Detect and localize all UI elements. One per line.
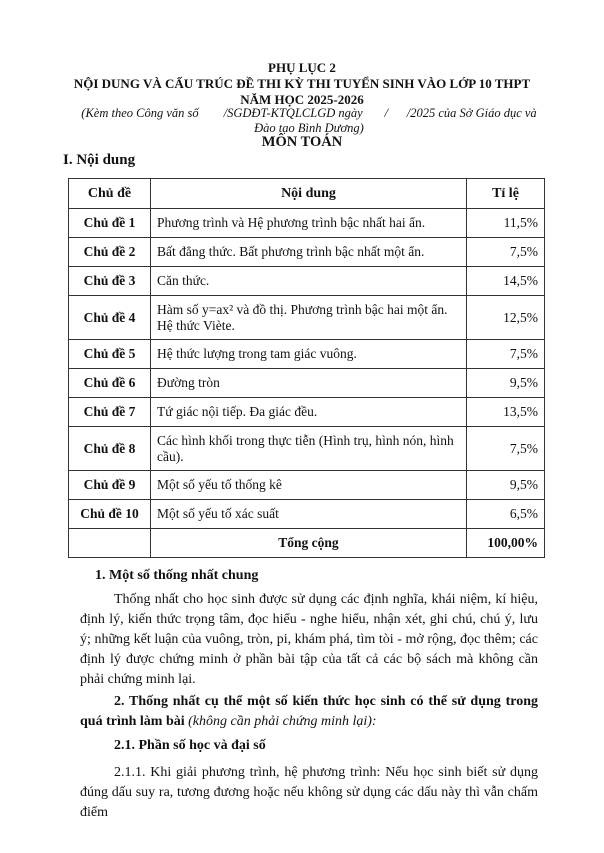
content-cell: Tứ giác nội tiếp. Đa giác đều.: [151, 398, 467, 427]
table-header-row: [69, 179, 545, 209]
topic-cell: Chủ đề 2: [69, 238, 151, 267]
subject-title: MÔN TOÁN: [261, 134, 343, 150]
topic-cell: Chủ đề 3: [69, 267, 151, 296]
content-cell: Đường tròn: [151, 369, 467, 398]
reference-note: (Kèm theo Công văn số /SGDĐT-KTQLCLGD ngày / /2025 của Sở Giáo dục và Đào tạo Bình Dương): [81, 106, 540, 135]
topic-cell: Chủ đề 6: [69, 369, 151, 398]
content-table: [68, 178, 545, 558]
column-header-ratio: Tỉ lệ: [467, 179, 545, 209]
content-cell: Căn thức.: [151, 267, 467, 296]
item2-heading: [80, 692, 538, 732]
topic-cell: Chủ đề 5: [69, 340, 151, 369]
ratio-cell: 9,5%: [467, 369, 545, 398]
table-row: [69, 471, 545, 500]
empty-cell: [69, 529, 151, 558]
column-header-topic: Chủ đề: [69, 179, 151, 209]
document-title: NỘI DUNG VÀ CẤU TRÚC ĐỀ THI KỲ THI TUYỂN SINH VÀO LỚP 10 THPT: [73, 76, 531, 91]
school-year: NĂM HỌC 2025-2026: [240, 92, 364, 107]
item2-heading-note: (không cần phải chứng minh lại):: [188, 714, 377, 729]
item2-heading-text: 2. Thống nhất cụ thể một số kiến thức học sinh có thể sử dụng trong quá trình làm bài: [80, 694, 538, 729]
table-total-row: [69, 529, 545, 558]
ratio-cell: 12,5%: [467, 296, 545, 340]
table-row: [69, 427, 545, 471]
ratio-cell: 7,5%: [467, 340, 545, 369]
content-cell: Một số yếu tố thống kê: [151, 471, 467, 500]
table-row: [69, 209, 545, 238]
topic-cell: Chủ đề 9: [69, 471, 151, 500]
ratio-cell: 13,5%: [467, 398, 545, 427]
content-cell: Hàm số y=ax² và đồ thị. Phương trình bậc hai một ẩn. Hệ thức Viète.: [151, 296, 467, 340]
table-row: [69, 369, 545, 398]
content-cell: Một số yếu tố xác suất: [151, 500, 467, 529]
ratio-cell: 7,5%: [467, 427, 545, 471]
content-cell: Bất đẳng thức. Bất phương trình bậc nhất một ẩn.: [151, 238, 467, 267]
topic-cell: Chủ đề 10: [69, 500, 151, 529]
total-value: 100,00%: [467, 529, 545, 558]
item211-paragraph: 2.1.1. Khi giải phương trình, hệ phương trình: Nếu học sinh biết sử dụng đúng dấu suy ra, tương đương hoặc nếu không sử dụng các dấu này thì vẫn chấm điểm: [80, 765, 538, 820]
ratio-cell: 6,5%: [467, 500, 545, 529]
table-row: [69, 296, 545, 340]
total-label: Tổng cộng: [151, 529, 467, 558]
topic-cell: Chủ đề 7: [69, 398, 151, 427]
table-row: [69, 238, 545, 267]
ratio-cell: 14,5%: [467, 267, 545, 296]
table-row: [69, 267, 545, 296]
item1-paragraph: Thống nhất cho học sinh được sử dụng các định nghĩa, khái niệm, kí hiệu, định lý, kiến thức trọng tâm, đọc hiểu - nghe hiểu, nhận xét, ghi chú, chú ý, lưu ý; những kết luận của vuông, tròn, pi, khám phá, tìm tòi - mở rộng, đọc thêm; các định lý được chứng minh ở phần bài tập của tất cả các bộ sách mà không cần phải chứng minh lại.: [80, 592, 538, 687]
item21-heading: 2.1. Phần số học và đại số: [114, 738, 266, 753]
table-row: [69, 340, 545, 369]
content-cell: Phương trình và Hệ phương trình bậc nhất hai ẩn.: [151, 209, 467, 238]
table-row: [69, 500, 545, 529]
ratio-cell: 11,5%: [467, 209, 545, 238]
content-cell: Hệ thức lượng trong tam giác vuông.: [151, 340, 467, 369]
table-row: [69, 398, 545, 427]
ratio-cell: 7,5%: [467, 238, 545, 267]
appendix-title: PHỤ LỤC 2: [268, 60, 336, 75]
column-header-content: Nội dung: [151, 179, 467, 209]
topic-cell: Chủ đề 4: [69, 296, 151, 340]
section-heading: I. Nội dung: [63, 152, 136, 168]
topic-cell: Chủ đề 8: [69, 427, 151, 471]
content-cell: Các hình khối trong thực tiễn (Hình trụ, hình nón, hình cầu).: [151, 427, 467, 471]
item1-heading: 1. Một số thống nhất chung: [95, 568, 259, 583]
topic-cell: Chủ đề 1: [69, 209, 151, 238]
ratio-cell: 9,5%: [467, 471, 545, 500]
